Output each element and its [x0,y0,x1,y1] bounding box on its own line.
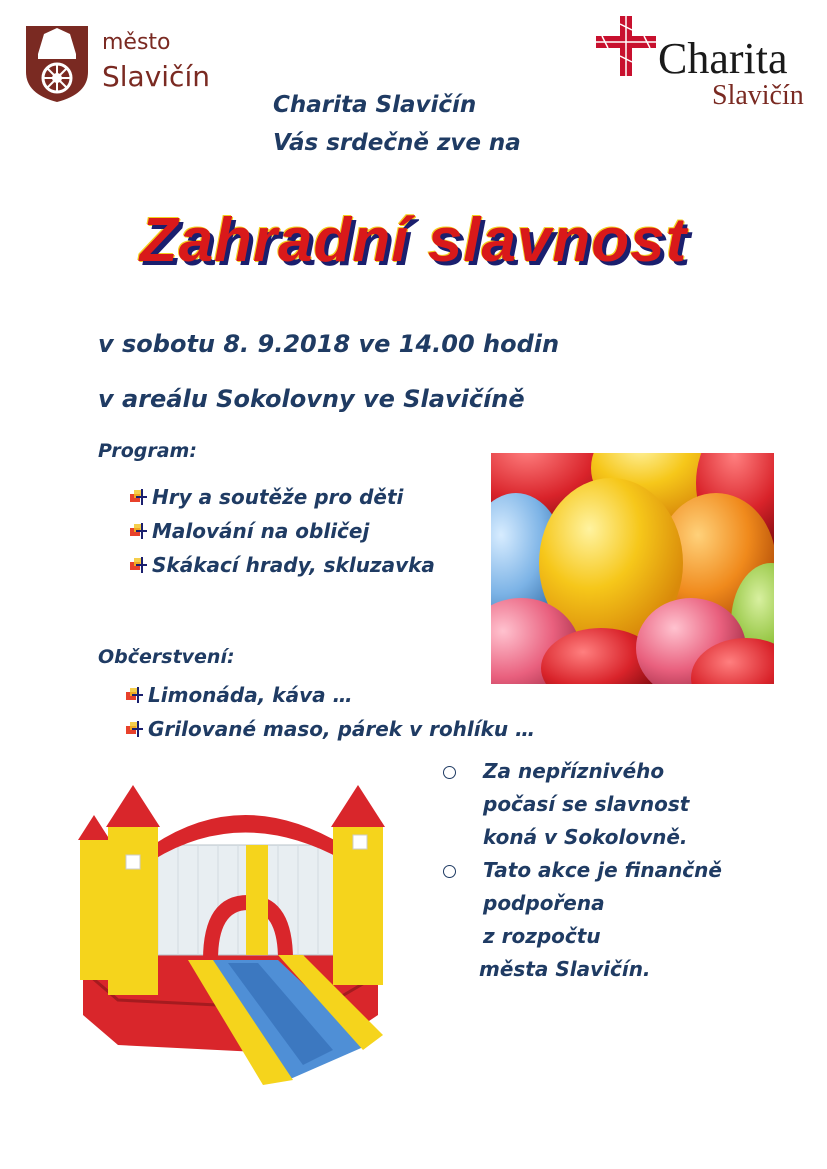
list-item-text: Limonáda, káva … [148,683,353,707]
list-item [126,712,535,746]
intro-line-1: Charita Slavičín [273,92,477,118]
charita-logo-line1: Charita [658,34,788,83]
invitation-intro [273,86,521,162]
event-location: v areálu Sokolovny ve Slavičíně [98,385,525,413]
program-heading: Program: [98,440,197,462]
event-title: Zahradní slavnost [139,206,688,275]
list-item-text: Skákací hrady, skluzavka [152,553,435,577]
bullet-marker-icon [126,720,144,738]
list-item-text: Hry a soutěže pro děti [152,485,404,509]
list-item-text: Malování na obličej [152,519,370,543]
refreshments-heading: Občerstvení: [98,646,235,668]
list-item [130,548,435,582]
charita-logo-line2: Slavičín [712,80,804,111]
charita-logo [596,16,806,116]
intro-line-2: Vás srdečně zve na [273,130,521,156]
event-date-time: v sobotu 8. 9.2018 ve 14.00 hodin [98,330,560,358]
bullet-marker-icon [130,488,148,506]
bullet-marker-icon [130,556,148,574]
program-list [130,480,435,582]
list-item-text: Grilované maso, párek v rohlíku … [148,717,536,741]
note-line: koná v Sokolovně. [483,825,688,849]
list-item [126,678,535,712]
circle-bullet-icon [443,766,456,779]
note-line: z rozpočtu [483,924,601,948]
city-logo-line2: Slavičín [102,60,210,93]
list-item [130,480,435,514]
city-logo [24,24,224,104]
city-coat-of-arms-icon [24,24,90,104]
charita-cross-icon [596,16,656,76]
circle-bullet-icon [443,865,456,878]
note-line: počasí se slavnost [483,792,690,816]
balloons-image [491,453,774,684]
note-item [443,854,722,986]
bullet-marker-icon [126,686,144,704]
note-line: Tato akce je finančně [483,858,722,882]
list-item [130,514,435,548]
notes-list [443,755,722,986]
note-line: Za nepříznivého [483,759,665,783]
bouncy-castle-image [78,785,388,1085]
refreshments-list [126,678,535,746]
bullet-marker-icon [130,522,148,540]
note-line: podpořena [483,891,605,915]
note-line: města Slavičín. [479,957,651,981]
note-item [443,755,722,854]
city-logo-line1: město [102,30,171,55]
